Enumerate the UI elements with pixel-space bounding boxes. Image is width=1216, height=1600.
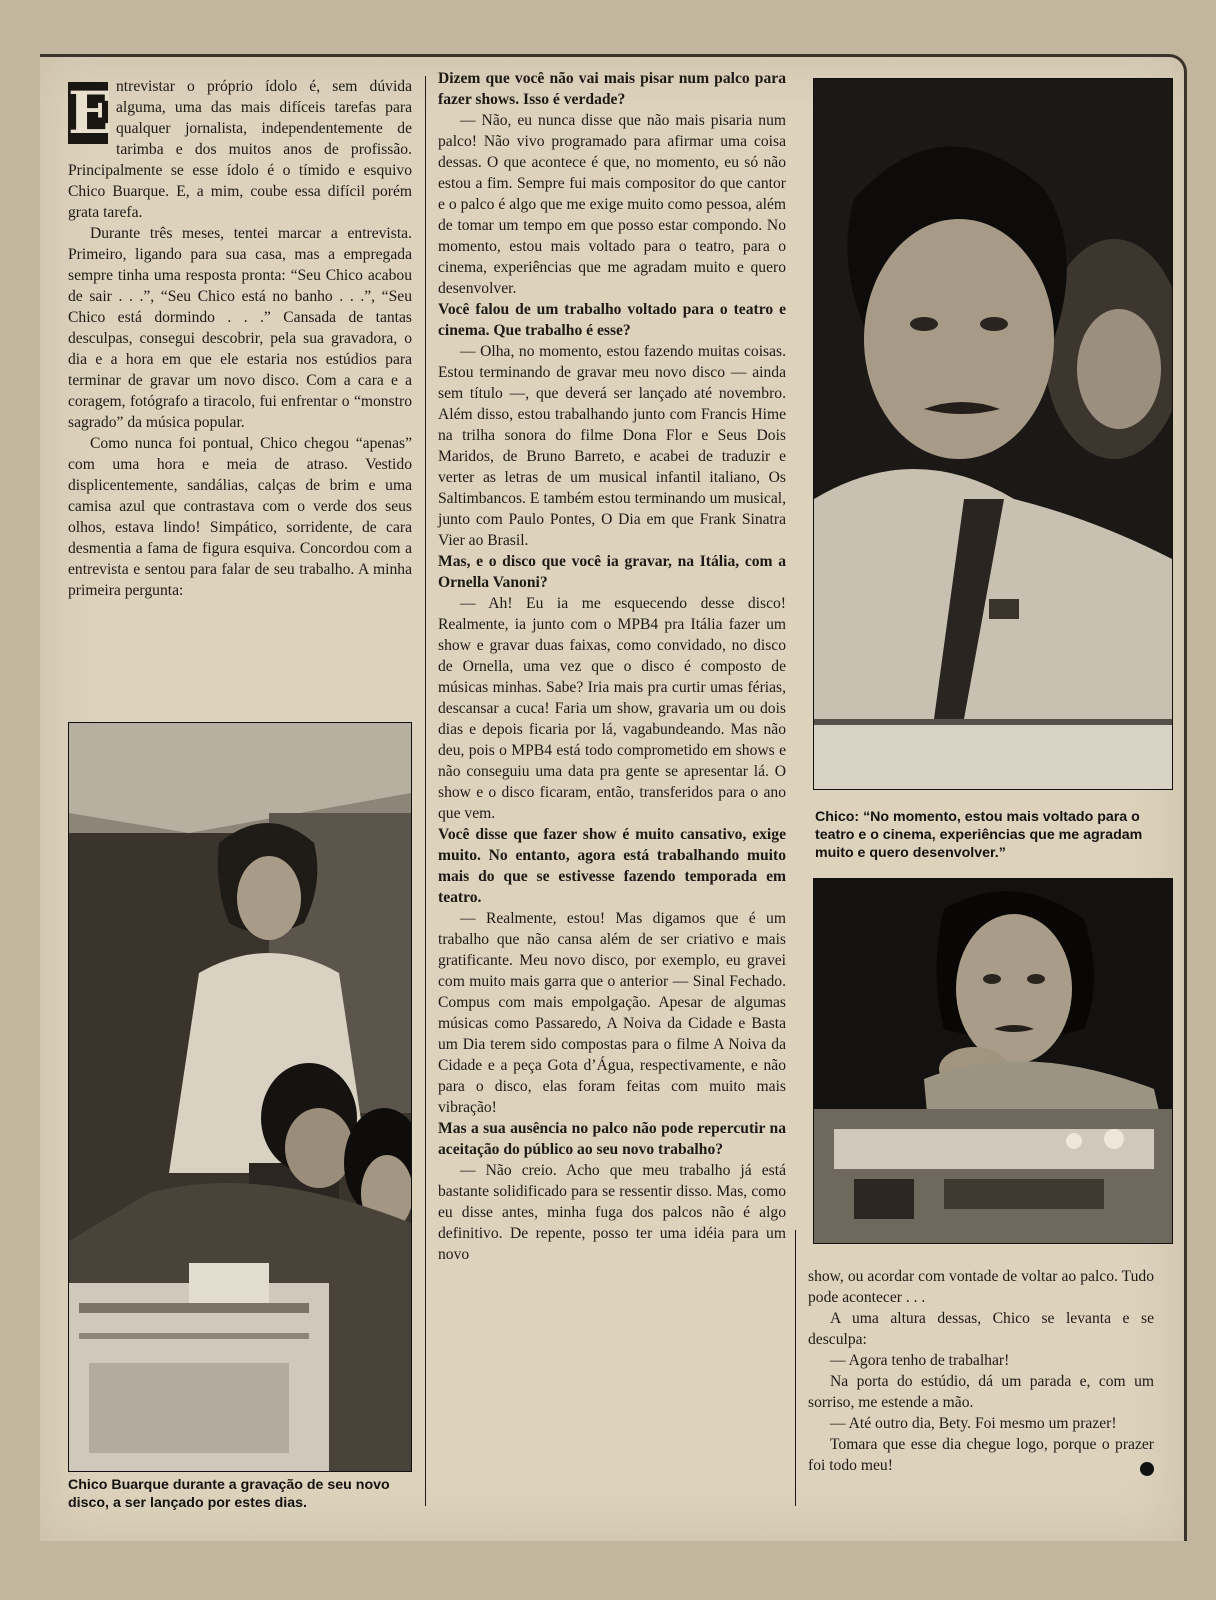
intro-paragraph-2: Durante três meses, tentei marcar a entrevista. Primeiro, ligando para sua casa, mas a empregada sempre tinha uma resposta pronta: “Seu Chico acabou de sair . . .”, “Seu Chico está no banho . . .”, “Seu Chico está dormindo . . .” Cansada de tantas desculpas, consegui descobrir, pela sua gravadora, o dia e a hora em que ele estaria nos estúdios para terminar de gravar um novo disco. Com a cara e a coragem, fotógrafo a tiracolo, fui enfrentar o “monstro sagrado” da música popular.: [68, 225, 412, 431]
answer-1: — Não, eu nunca disse que não mais pisaria num palco! Não vivo programado para afirmar uma coisa dessas. O que acontece é que, no momento, eu só não estou a fim. Sempre fui mais compositor do que cantor e o palco é algo que me exige muito como pessoa, além de tomar um tempo em que posso estar compondo. No momento, estou mais voltado para o teatro, para o cinema, experiências que me agradam muito e quero desenvolver.: [438, 112, 786, 297]
answer-5: — Não creio. Acho que meu trabalho já está bastante solidificado para se ressentir disso. Mas, como eu disse antes, minha fuga dos palcos não é algo definitivo. De repente, posso ter uma idéia para um novo: [438, 1162, 786, 1263]
portrait-photo: [813, 78, 1173, 790]
question-5: Mas a sua ausência no palco não pode repercutir na aceitação do público ao seu novo trabalho?: [438, 1120, 786, 1158]
answer-2: — Olha, no momento, estou fazendo muitas coisas. Estou terminando de gravar meu novo disco — ainda sem título —, que deverá ser lançado até novembro. Além disso, estou trabalhando junto com Francis Hime na trilha sonora do filme Dona Flor e Seus Dois Maridos, de Bruno Barreto, e acabei de traduzir e verter as letras de um musical infantil italiano, Os Saltimbancos. E também estou terminando um musical, junto com Paulo Pontes, O Dia em que Frank Sinatra Vier ao Brasil.: [438, 343, 786, 549]
column-3-continuation: [808, 1266, 1154, 1476]
closing-paragraph-2: — Agora tenho de trabalhar!: [830, 1352, 1010, 1369]
drop-cap: E: [68, 79, 113, 147]
studio-photo-caption: Chico Buarque durante a gravação de seu novo disco, a ser lançado por estes dias.: [68, 1477, 390, 1511]
question-2: Você falou de um trabalho voltado para o teatro e cinema. Que trabalho é esse?: [438, 301, 786, 339]
question-1: Dizem que você não vai mais pisar num palco para fazer shows. Isso é verdade?: [438, 70, 786, 108]
portrait-photo-caption: Chico: “No momento, estou mais voltado para o teatro e o cinema, experiências que me agradam muito e quero desenvolver.”: [815, 809, 1143, 861]
closing-paragraph-5: Tomara que esse dia chegue logo, porque o prazer foi todo meu!: [808, 1436, 1154, 1474]
answer-3: — Ah! Eu ia me esquecendo desse disco! Realmente, ia junto com o MPB4 pra Itália fazer um show e gravar duas faixas, como convidado, no disco de Ornella, uma vez que o disco é composto de músicas minhas. Sabe? Iria mais pra curtir umas férias, descansar a cuca! Faria um show, gravaria um ou dois dias e depois ficaria por lá, vagabundeando. Mas não deu, pois o MPB4 está todo comprometido em shows e não conseguiu uma data pra gente se apresentar lá. O show e o disco ficaram, então, transferidos para o ano que vem.: [438, 595, 786, 822]
column-2: [438, 68, 786, 1265]
question-3: Mas, e o disco que você ia gravar, na Itália, com a Ornella Vanoni?: [438, 553, 786, 591]
question-4: Você disse que fazer show é muito cansativo, exige muito. No entanto, agora está trabalhando muito mais do que se estivesse fazendo temporada em teatro.: [438, 826, 786, 906]
end-bullet-icon: [1140, 1462, 1154, 1476]
closing-paragraph-1: A uma altura dessas, Chico se levanta e se desculpa:: [808, 1310, 1154, 1348]
intro-paragraph-1: ntrevistar o próprio ídolo é, sem dúvida alguma, uma das mais difíceis tarefas para qualquer jornalista, independentemente de tarimba e dos muitos anos de profissão. Principalmente se esse ídolo é o tímido e esquivo Chico Buarque. E, a mim, coube essa difícil porém grata tarefa.: [68, 78, 412, 221]
continuation-paragraph: show, ou acordar com vontade de voltar ao palco. Tudo pode acontecer . . .: [808, 1268, 1154, 1306]
studio-photo: [68, 722, 412, 1472]
column-rule-1: [425, 76, 426, 1506]
column-1: [68, 76, 412, 601]
answer-4: — Realmente, estou! Mas digamos que é um trabalho que não cansa além de ser criativo e mais gratificante. Meu novo disco, por exemplo, eu gravei com muito mais garra que o anterior — Sinal Fechado. Compus com mais empolgação. Apesar de algumas músicas como Passaredo, A Noiva da Cidade e Basta um Dia terem sido compostas para o filme A Noiva da Cidade e a peça Gota d’Água, respectivamente, e não para o disco, elas foram feitas com muito mais vibração!: [438, 910, 786, 1116]
closing-paragraph-3: Na porta do estúdio, dá um parada e, com um sorriso, me estende a mão.: [808, 1373, 1154, 1411]
column-rule-2: [795, 1230, 796, 1506]
closing-paragraph-4: — Até outro dia, Bety. Foi mesmo um prazer!: [830, 1415, 1117, 1432]
intro-paragraph-3: Como nunca foi pontual, Chico chegou “apenas” com uma hora e meia de atraso. Vestido displicentemente, sandálias, calças de brim e uma camisa azul que contrastava com o verde dos seus olhos, estava lindo! Simpático, sorridente, de cara desmentia a fama de figura esquiva. Concordou com a entrevista e sentou para falar de seu trabalho. A minha primeira pergunta:: [68, 435, 412, 599]
second-portrait-photo: [813, 878, 1173, 1244]
